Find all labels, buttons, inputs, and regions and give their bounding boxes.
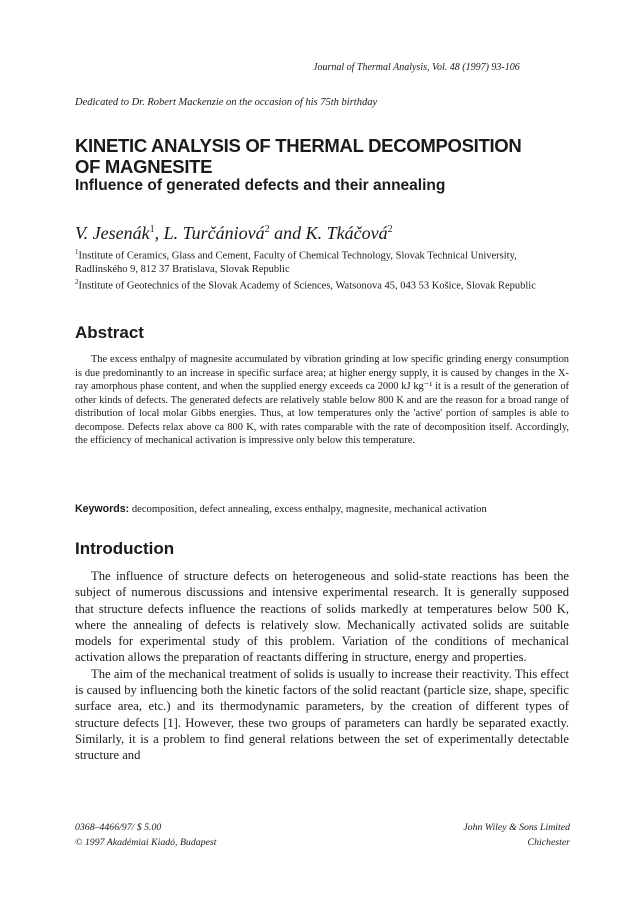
affiliation-1 — [75, 246, 570, 276]
keywords — [75, 503, 569, 515]
intro-paragraph-2: The aim of the mechanical treatment of solids is usually to increase their reactivity. This effect is caused by influencing both the kinetic factors of the solid reactant (particle size, shape, specific surface area, etc.) and its thermodynamic parameters, by the creation of different types of structure defects [1]. However, these two groups of parameters can hardly be separated exactly. Similarly, it is a problem to find general relations between the set of experimentally detectable structure and — [75, 666, 569, 763]
dedication: Dedicated to Dr. Robert Mackenzie on the occasion of his 75th birthday — [75, 97, 378, 108]
footer-left — [75, 820, 216, 850]
title-line-1: KINETIC ANALYSIS OF THERMAL DECOMPOSITION — [75, 135, 522, 156]
keywords-label: Keywords: — [75, 503, 130, 515]
author-3: K. Tkáčová — [305, 223, 388, 243]
affiliation-2 — [75, 276, 570, 293]
author-separator: , — [154, 223, 164, 243]
affiliations — [75, 246, 570, 293]
affiliation-text: Institute of Geotechnics of the Slovak Academy of Sciences, Watsonova 45, 043 53 Košice, Slovak Republic — [78, 280, 536, 292]
author-separator: and — [269, 223, 306, 243]
publisher-city: Chichester — [527, 837, 570, 848]
paper-subtitle: Influence of generated defects and their annealing — [75, 177, 446, 194]
introduction-body — [75, 568, 569, 764]
abstract-text: The excess enthalpy of magnesite accumulated by vibration grinding at low specific grinding energy consumption is due predominantly to an increase in specific surface area; at higher energy supply, it is caused by changes in the X-ray amorphous phase content, and when the supplied energy exceeds ca 2000 kJ kg⁻¹ it is a result of the generation of other kinds of defects. The generated defects are relatively stable below 800 K and are the reason for a broad range of distribution of local molar Gibbs energies. Thus, at low temperatures only the 'active' portion of samples is able to decompose. Defects relax above ca 800 K, with rates comparable with the rate of decomposition itself. Accordingly, the efficiency of mechanical activation is impressive only below this temperature. — [75, 354, 569, 446]
author-1: V. Jesenák — [75, 223, 150, 243]
issn-code: 0368–4466/97/ $ 5.00 — [75, 822, 162, 833]
affiliation-marker: 2 — [75, 277, 79, 286]
intro-paragraph-1: The influence of structure defects on heterogeneous and solid-state reactions has been the subject of numerous discussions and intensive experimental research. It is generally supposed that structure defects influence the reactions of solids markedly at temperatures below 500 K, where the annealing of defects is relatively slow. Mechanically activated solids are suitable models for experimental study of this problem. Variation of the conditions of mechanical activation allows the preparation of reactants differing in structure, energy and properties. — [75, 569, 569, 665]
author-3-affil: 2 — [387, 224, 393, 235]
publisher-name: John Wiley & Sons Limited — [463, 822, 570, 833]
author-2: L. Turčániová — [163, 223, 265, 243]
affiliation-text: Institute of Ceramics, Glass and Cement, Faculty of Chemical Technology, Slovak Technical University, Radlinského 9, 812 37 Bratislava, Slovak Republic — [75, 250, 517, 275]
abstract-heading: Abstract — [75, 323, 144, 342]
author-2-affil: 2 — [264, 224, 270, 235]
footer-right — [420, 820, 570, 850]
author-list — [75, 223, 393, 244]
author-1-affil: 1 — [149, 224, 155, 235]
affiliation-marker: 1 — [75, 248, 79, 256]
title-line-2: OF MAGNESITE — [75, 156, 213, 177]
paper-title — [75, 135, 575, 177]
keywords-text: decomposition, defect annealing, excess enthalpy, magnesite, mechanical activation — [129, 504, 487, 515]
journal-header: Journal of Thermal Analysis, Vol. 48 (1997) 93-106 — [313, 62, 520, 73]
copyright-line: © 1997 Akadémiai Kiadó, Budapest — [75, 837, 217, 848]
introduction-heading: Introduction — [75, 539, 175, 558]
